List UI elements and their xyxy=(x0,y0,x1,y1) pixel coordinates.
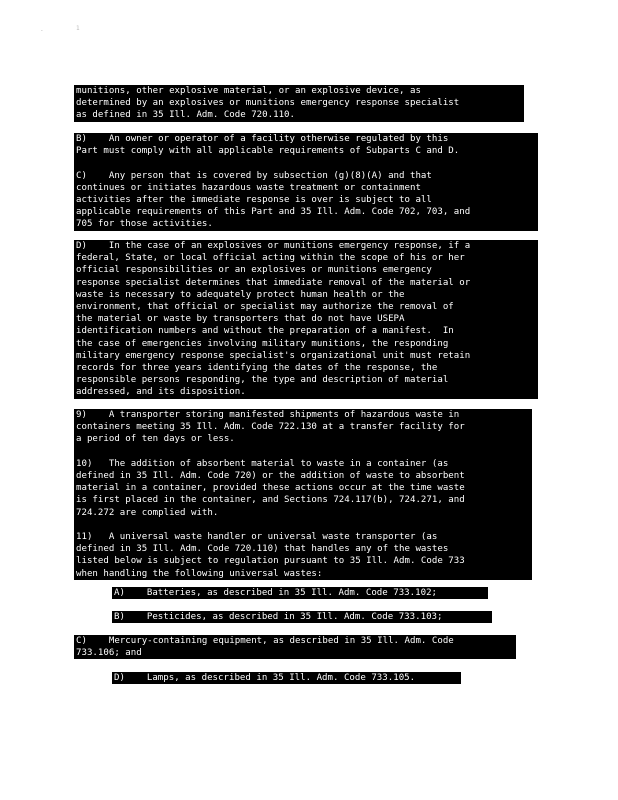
blank-line xyxy=(76,157,536,169)
text-line: D) Lamps, as described in 35 Ill. Adm. Code 733.105. xyxy=(114,673,416,683)
text-line: the material or waste by transporters that do not have USEPA xyxy=(76,314,405,325)
text-line: applicable requirements of this Part and 35 Ill. Adm. Code 702, 703, and xyxy=(76,207,471,218)
text-line: records for three years identifying the dates of the response, the xyxy=(76,363,438,374)
text-line: containers meeting 35 Ill. Adm. Code 722.130 at a transfer facility for xyxy=(76,422,465,433)
text-line: military emergency response specialist's organizational unit must retain xyxy=(76,350,471,361)
text-block-munitions-continuation xyxy=(74,85,524,122)
text-line: defined in 35 Ill. Adm. Code 720.110) that handles any of the wastes xyxy=(76,544,449,555)
text-line: official responsibilities or an explosives or munitions emergency xyxy=(76,265,432,276)
text-line: C) Mercury-containing equipment, as described in 35 Ill. Adm. Code xyxy=(76,636,454,646)
text-line: waste is necessary to adequately protect human health or the xyxy=(76,289,405,300)
page-mark-left: - xyxy=(40,27,44,34)
text-line: B) Pesticides, as described in 35 Ill. Adm. Code 733.103; xyxy=(114,612,443,622)
text-line: A) Batteries, as described in 35 Ill. Adm. Code 733.102; xyxy=(114,588,438,598)
list-item-batteries xyxy=(112,587,488,599)
text-line: a period of ten days or less. xyxy=(76,434,235,445)
text-line: federal, State, or local official acting within the scope of his or her xyxy=(76,253,465,264)
text-line: identification numbers and without the preparation of a manifest. In xyxy=(76,326,454,337)
text-block-items-9-11 xyxy=(74,409,532,580)
text-line: is first placed in the container, and Sections 724.117(b), 724.271, and xyxy=(76,495,465,506)
text-block-subsections-b-c xyxy=(74,133,538,231)
text-line: as defined in 35 Ill. Adm. Code 720.110. xyxy=(76,110,295,121)
page-mark-right: 1 xyxy=(76,25,80,32)
text-line: munitions, other explosive material, or an explosive device, as xyxy=(76,86,421,96)
text-line: when handling the following universal wastes: xyxy=(76,568,323,579)
text-line: defined in 35 Ill. Adm. Code 720) or the addition of waste to absorbent xyxy=(76,471,465,481)
text-line: responsible persons responding, the type and description of material xyxy=(76,375,449,386)
text-line: 705 for those activities. xyxy=(76,219,213,230)
text-line: listed below is subject to regulation pursuant to 35 Ill. Adm. Code 733 xyxy=(76,556,465,567)
text-line: B) An owner or operator of a facility otherwise regulated by this xyxy=(76,134,449,144)
text-line: C) Any person that is covered by subsection (g)(8)(A) and that xyxy=(76,170,432,181)
text-line: activities after the immediate response is over is subject to all xyxy=(76,195,432,205)
text-block-subsection-d xyxy=(74,240,538,399)
text-line: 11) A universal waste handler or universal waste transporter (as xyxy=(76,532,438,542)
blank-line xyxy=(76,519,530,531)
list-item-pesticides xyxy=(112,611,492,623)
text-line: 10) The addition of absorbent material to waste in a container (as xyxy=(76,458,449,469)
text-line: 9) A transporter storing manifested shipments of hazardous waste in xyxy=(76,410,460,420)
text-line: D) In the case of an explosives or munitions emergency response, if a xyxy=(76,241,471,251)
text-line: addressed, and its disposition. xyxy=(76,387,246,398)
text-line: 733.106; and xyxy=(76,648,142,659)
text-line: response specialist determines that immediate removal of the material or xyxy=(76,277,471,288)
text-line: environment, that official or specialist may authorize the removal of xyxy=(76,302,454,313)
text-line: the case of emergencies involving military munitions, the responding xyxy=(76,338,449,349)
blank-line xyxy=(76,446,530,458)
text-line: determined by an explosives or munitions emergency response specialist xyxy=(76,98,460,109)
list-item-mercury-equipment xyxy=(74,635,516,659)
text-line: continues or initiates hazardous waste treatment or containment xyxy=(76,182,421,193)
text-line: Part must comply with all applicable requirements of Subparts C and D. xyxy=(76,146,460,157)
text-line: 724.272 are complied with. xyxy=(76,507,219,518)
text-line: material in a container, provided these actions occur at the time waste xyxy=(76,483,465,494)
list-item-lamps xyxy=(112,672,461,684)
